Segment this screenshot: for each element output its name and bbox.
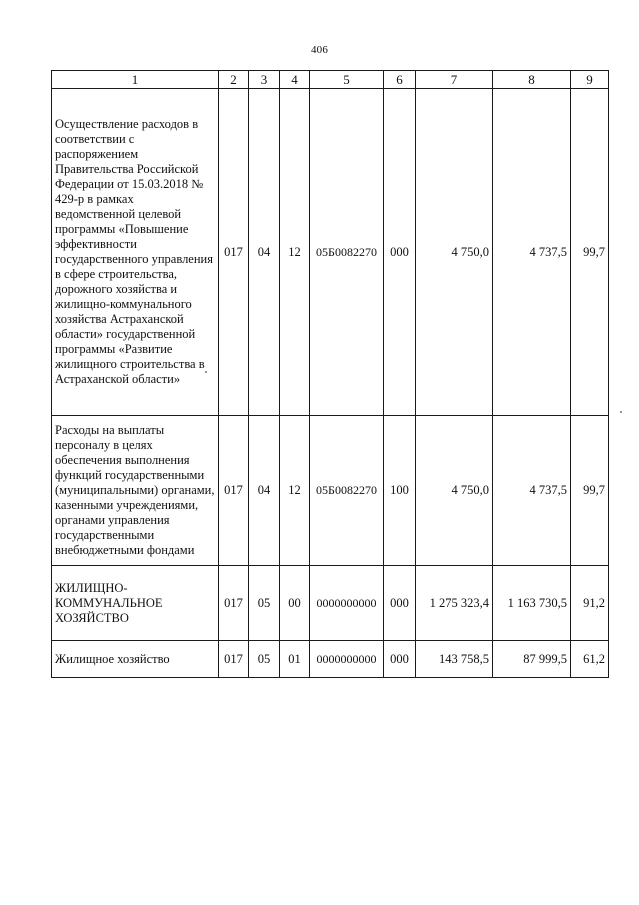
header-row (52, 71, 609, 89)
header-col-4: 4 (280, 71, 310, 89)
row-plan-amount: 1 275 323,4 (416, 566, 493, 641)
header-col-3: 3 (249, 71, 280, 89)
row-section: 04 (249, 416, 280, 566)
table-row (52, 416, 609, 566)
row-plan-amount: 4 750,0 (416, 89, 493, 416)
row-actual-amount: 1 163 730,5 (493, 566, 571, 641)
row-expense-type: 100 (384, 416, 416, 566)
row-ministry: 017 (219, 89, 249, 416)
budget-execution-table (51, 70, 609, 678)
row-percent: 99,7 (571, 416, 609, 566)
row-percent: 91,2 (571, 566, 609, 641)
row-target-code: 05Б0082270 (310, 416, 384, 566)
row-name: ЖИЛИЩНО-КОММУНАЛЬНОЕ ХОЗЯЙСТВО (52, 566, 219, 641)
header-col-6: 6 (384, 71, 416, 89)
scan-speck (620, 411, 622, 413)
table-row (52, 641, 609, 678)
row-ministry: 017 (219, 566, 249, 641)
row-percent: 61,2 (571, 641, 609, 678)
row-ministry: 017 (219, 641, 249, 678)
row-percent: 99,7 (571, 89, 609, 416)
scan-speck (205, 371, 207, 373)
row-actual-amount: 4 737,5 (493, 89, 571, 416)
row-subsection: 01 (280, 641, 310, 678)
header-col-8: 8 (493, 71, 571, 89)
table-row (52, 566, 609, 641)
row-section: 05 (249, 566, 280, 641)
row-subsection: 12 (280, 416, 310, 566)
row-ministry: 017 (219, 416, 249, 566)
row-name: Расходы на выплаты персоналу в целях обеспечения выполнения функций государственными (муниципальными) органами, казенными учреждениями, органами управления государственными внебюджетными фондами (52, 416, 219, 566)
row-section: 04 (249, 89, 280, 416)
table-row (52, 89, 609, 416)
row-target-code: 0000000000 (310, 641, 384, 678)
row-target-code: 05Б0082270 (310, 89, 384, 416)
row-actual-amount: 4 737,5 (493, 416, 571, 566)
header-col-1: 1 (52, 71, 219, 89)
row-name: Осуществление расходов в соответствии с распоряжением Правительства Российской Федерации от 15.03.2018 № 429-р в рамках ведомственной целевой программы «Повышение эффективности государственного управления в сфере строительства, дорожного хозяйства и жилищно-коммунального хозяйства Астраханской области» государственной программы «Развитие жилищного строительства в Астраханской области» (52, 89, 219, 416)
row-target-code: 0000000000 (310, 566, 384, 641)
row-plan-amount: 4 750,0 (416, 416, 493, 566)
header-col-7: 7 (416, 71, 493, 89)
row-subsection: 00 (280, 566, 310, 641)
row-expense-type: 000 (384, 566, 416, 641)
row-subsection: 12 (280, 89, 310, 416)
page-number: 406 (310, 44, 329, 56)
row-expense-type: 000 (384, 89, 416, 416)
header-col-9: 9 (571, 71, 609, 89)
row-name: Жилищное хозяйство (52, 641, 219, 678)
header-col-2: 2 (219, 71, 249, 89)
row-expense-type: 000 (384, 641, 416, 678)
row-section: 05 (249, 641, 280, 678)
row-actual-amount: 87 999,5 (493, 641, 571, 678)
row-plan-amount: 143 758,5 (416, 641, 493, 678)
header-col-5: 5 (310, 71, 384, 89)
